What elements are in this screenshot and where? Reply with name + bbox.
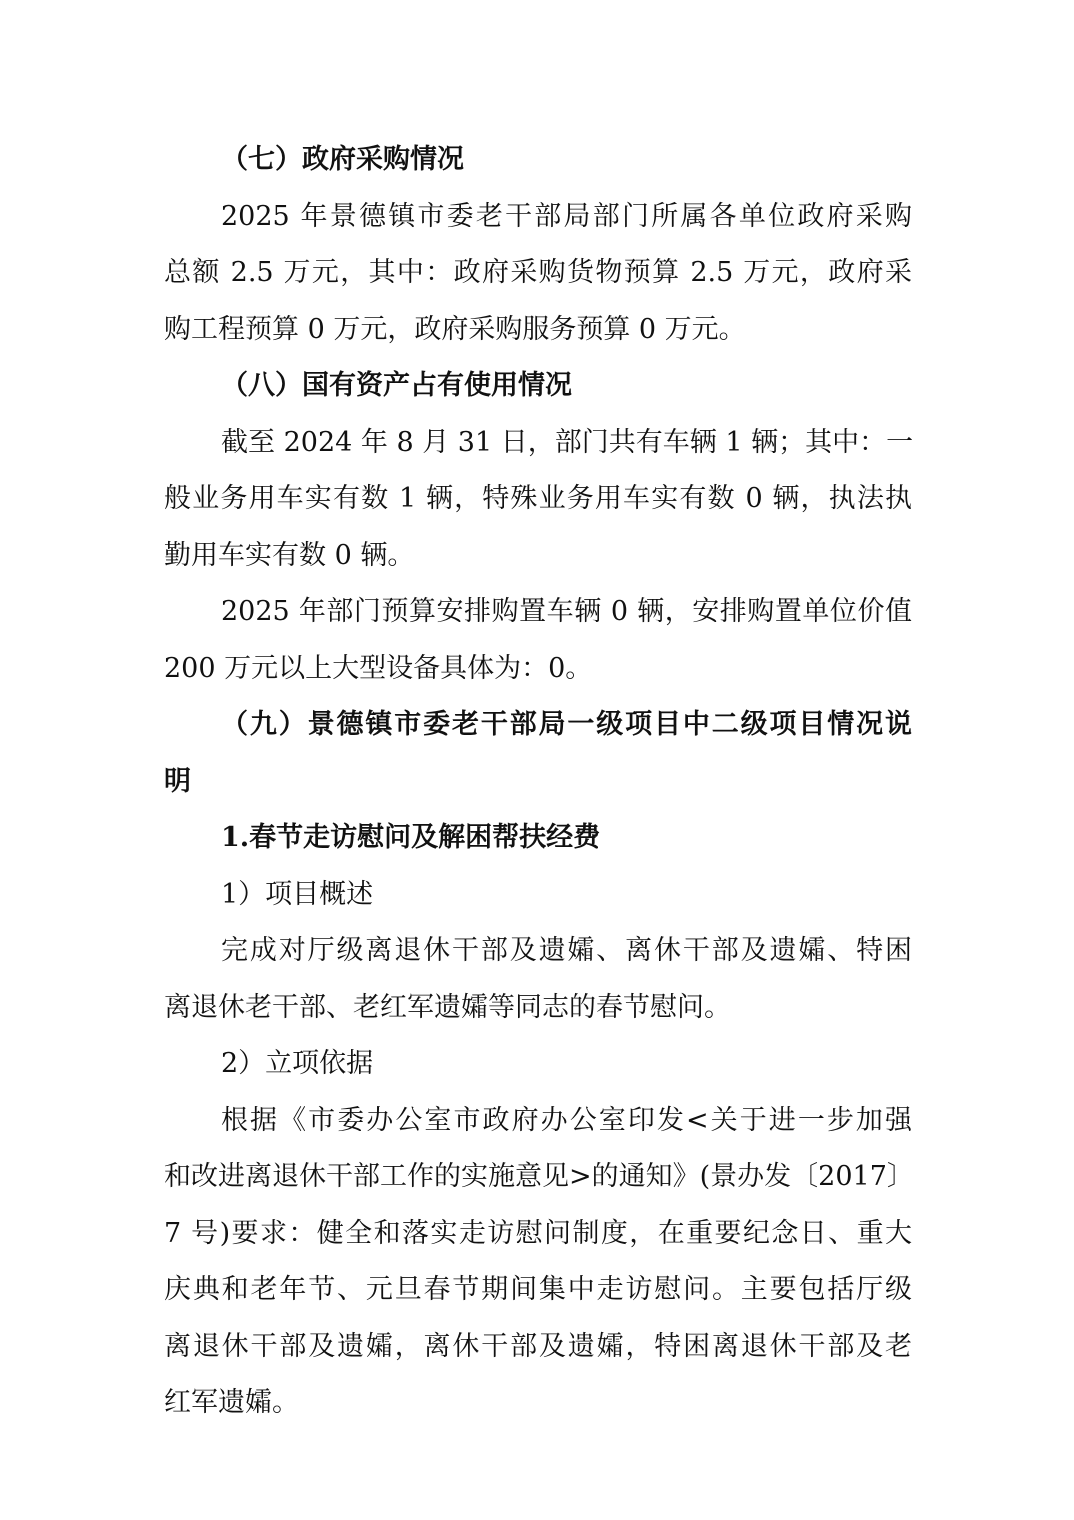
paragraph-vehicles <box>164 415 912 585</box>
text-line: 200 万元以上大型设备具体为：0。 <box>164 652 593 684</box>
text-line: 总额 2.5 万元，其中：政府采购货物预算 2.5 万元，政府采 <box>164 257 912 288</box>
text-line: 2025 年景德镇市委老干部局部门所属各单位政府采购 <box>221 200 912 232</box>
section-heading-projects <box>164 697 912 810</box>
text-line: 截至 2024 年 8 月 31 日，部门共有车辆 1 辆；其中：一 <box>221 426 914 458</box>
subheading-overview: 1）项目概述 <box>221 878 374 910</box>
text-line: 庆典和老年节、元旦春节期间集中走访慰问。主要包括厅级 <box>164 1274 912 1305</box>
paragraph-basis <box>164 1093 912 1432</box>
text-line: 般业务用车实有数 1 辆，特殊业务用车实有数 0 辆，执法执 <box>164 483 912 514</box>
document-page <box>164 132 912 1432</box>
text-line: 7 号)要求：健全和落实走访慰问制度，在重要纪念日、重大 <box>164 1217 912 1249</box>
text-line: 和改进离退休干部工作的实施意见>的通知》(景办发〔2017〕 <box>164 1161 914 1192</box>
section-heading-procurement: （七）政府采购情况 <box>221 144 464 175</box>
text-line: 完成对厅级离退休干部及遗孀、离休干部及遗孀、特困 <box>221 935 912 966</box>
text-line: 离退休老干部、老红军遗孀等同志的春节慰问。 <box>164 991 731 1023</box>
text-line: 2025 年部门预算安排购置车辆 0 辆，安排购置单位价值 <box>221 596 912 627</box>
paragraph-overview <box>164 923 912 1036</box>
paragraph-procurement <box>164 189 912 359</box>
text-line: 根据《市委办公室市政府办公室印发<关于进一步加强 <box>221 1104 912 1136</box>
subheading-basis: 2）立项依据 <box>221 1048 374 1079</box>
text-line: 明 <box>164 765 191 797</box>
section-heading-state-assets: （八）国有资产占有使用情况 <box>221 370 572 401</box>
text-line: 购工程预算 0 万元，政府采购服务预算 0 万元。 <box>164 313 746 345</box>
project-title: 1.春节走访慰问及解困帮扶经费 <box>221 822 601 853</box>
text-line: 红军遗孀。 <box>164 1387 299 1418</box>
text-line: 离退休干部及遗孀，离休干部及遗孀，特困离退休干部及老 <box>164 1330 912 1362</box>
text-line: （九）景德镇市委老干部局一级项目中二级项目情况说 <box>221 709 912 740</box>
text-line: 勤用车实有数 0 辆。 <box>164 539 415 571</box>
paragraph-vehicle-budget <box>164 584 912 697</box>
